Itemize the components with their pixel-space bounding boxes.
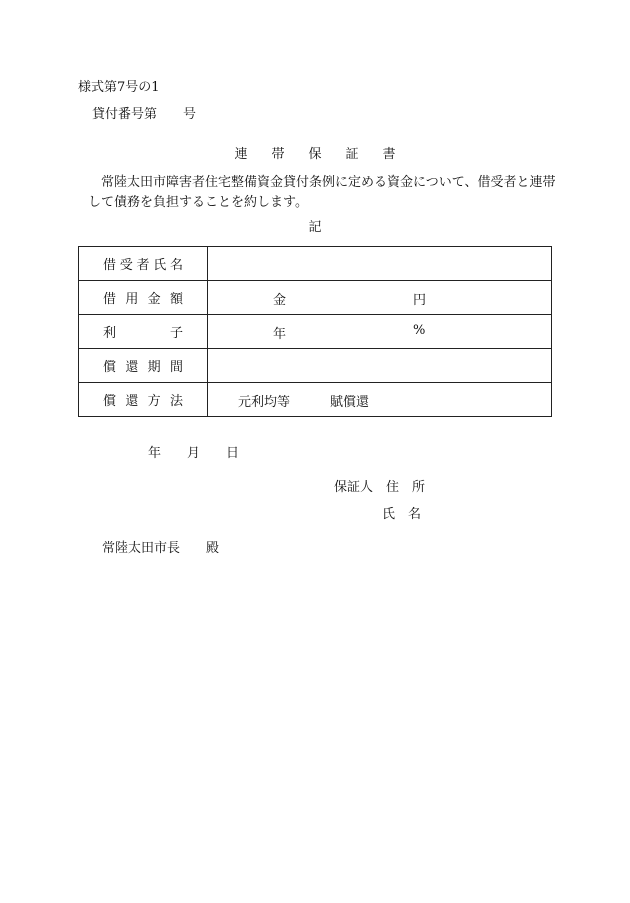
form-number: 様式第7号の1 xyxy=(78,80,160,95)
amount-unit: 円 xyxy=(413,293,427,308)
amount-prefix: 金 xyxy=(273,293,287,308)
label-char: 子 xyxy=(169,326,183,341)
table-row xyxy=(79,247,552,281)
label-char: 者 xyxy=(136,258,150,273)
label-char: 間 xyxy=(169,360,183,375)
label-char: 借 xyxy=(103,258,117,273)
guarantor-name: 氏 名 xyxy=(382,507,422,522)
date-line: 年 月 日 xyxy=(148,446,240,461)
label-char: 利 xyxy=(103,326,117,341)
label-char: 方 xyxy=(147,394,161,409)
label-char: 還 xyxy=(125,360,139,375)
addressee: 常陸太田市長 殿 xyxy=(102,541,220,556)
label-repayment-period xyxy=(79,349,207,382)
repayment-method-suffix: 賦償還 xyxy=(330,395,370,410)
label-char: 還 xyxy=(125,394,139,409)
table-row xyxy=(79,349,552,383)
interest-prefix: 年 xyxy=(273,327,287,342)
label-char: 償 xyxy=(103,360,117,375)
label-char: 受 xyxy=(119,258,133,273)
interest-cell xyxy=(208,315,552,349)
label-interest xyxy=(79,315,207,348)
repayment-method-prefix: 元利均等 xyxy=(238,395,291,410)
label-borrower-name xyxy=(79,247,207,280)
label-char: 期 xyxy=(147,360,161,375)
table-row xyxy=(79,315,552,349)
table-label-cell xyxy=(79,349,208,383)
table-label-cell xyxy=(79,315,208,349)
borrower-name-cell xyxy=(208,247,552,281)
label-loan-amount xyxy=(79,281,207,314)
repayment-period-cell xyxy=(208,349,552,383)
interest-unit: % xyxy=(413,323,426,338)
loan-number: 貸付番号第 号 xyxy=(92,107,197,122)
repayment-method-cell xyxy=(208,383,552,417)
label-char: 金 xyxy=(147,292,161,307)
label-char: 氏 xyxy=(153,258,167,273)
table-label-cell xyxy=(79,383,208,417)
table-row xyxy=(79,281,552,315)
terms-table xyxy=(78,246,552,417)
label-repayment-method xyxy=(79,383,207,416)
label-char: 借 xyxy=(103,292,117,307)
label-char: 額 xyxy=(169,292,183,307)
document-title: 連帯保証書 xyxy=(234,147,420,162)
label-char: 名 xyxy=(169,258,183,273)
ki-heading: 記 xyxy=(308,220,322,235)
table-label-cell xyxy=(79,281,208,315)
table-row xyxy=(79,383,552,417)
label-char: 法 xyxy=(169,394,183,409)
label-char: 用 xyxy=(125,292,139,307)
label-char: 償 xyxy=(103,394,117,409)
guarantor-address: 保証人 住 所 xyxy=(334,480,426,495)
table-label-cell xyxy=(79,247,208,281)
body-text: 常陸太田市障害者住宅整備資金貸付条例に定める資金について、借受者と連帯して債務を負担することを約します。 xyxy=(88,175,556,210)
loan-amount-cell xyxy=(208,281,552,315)
